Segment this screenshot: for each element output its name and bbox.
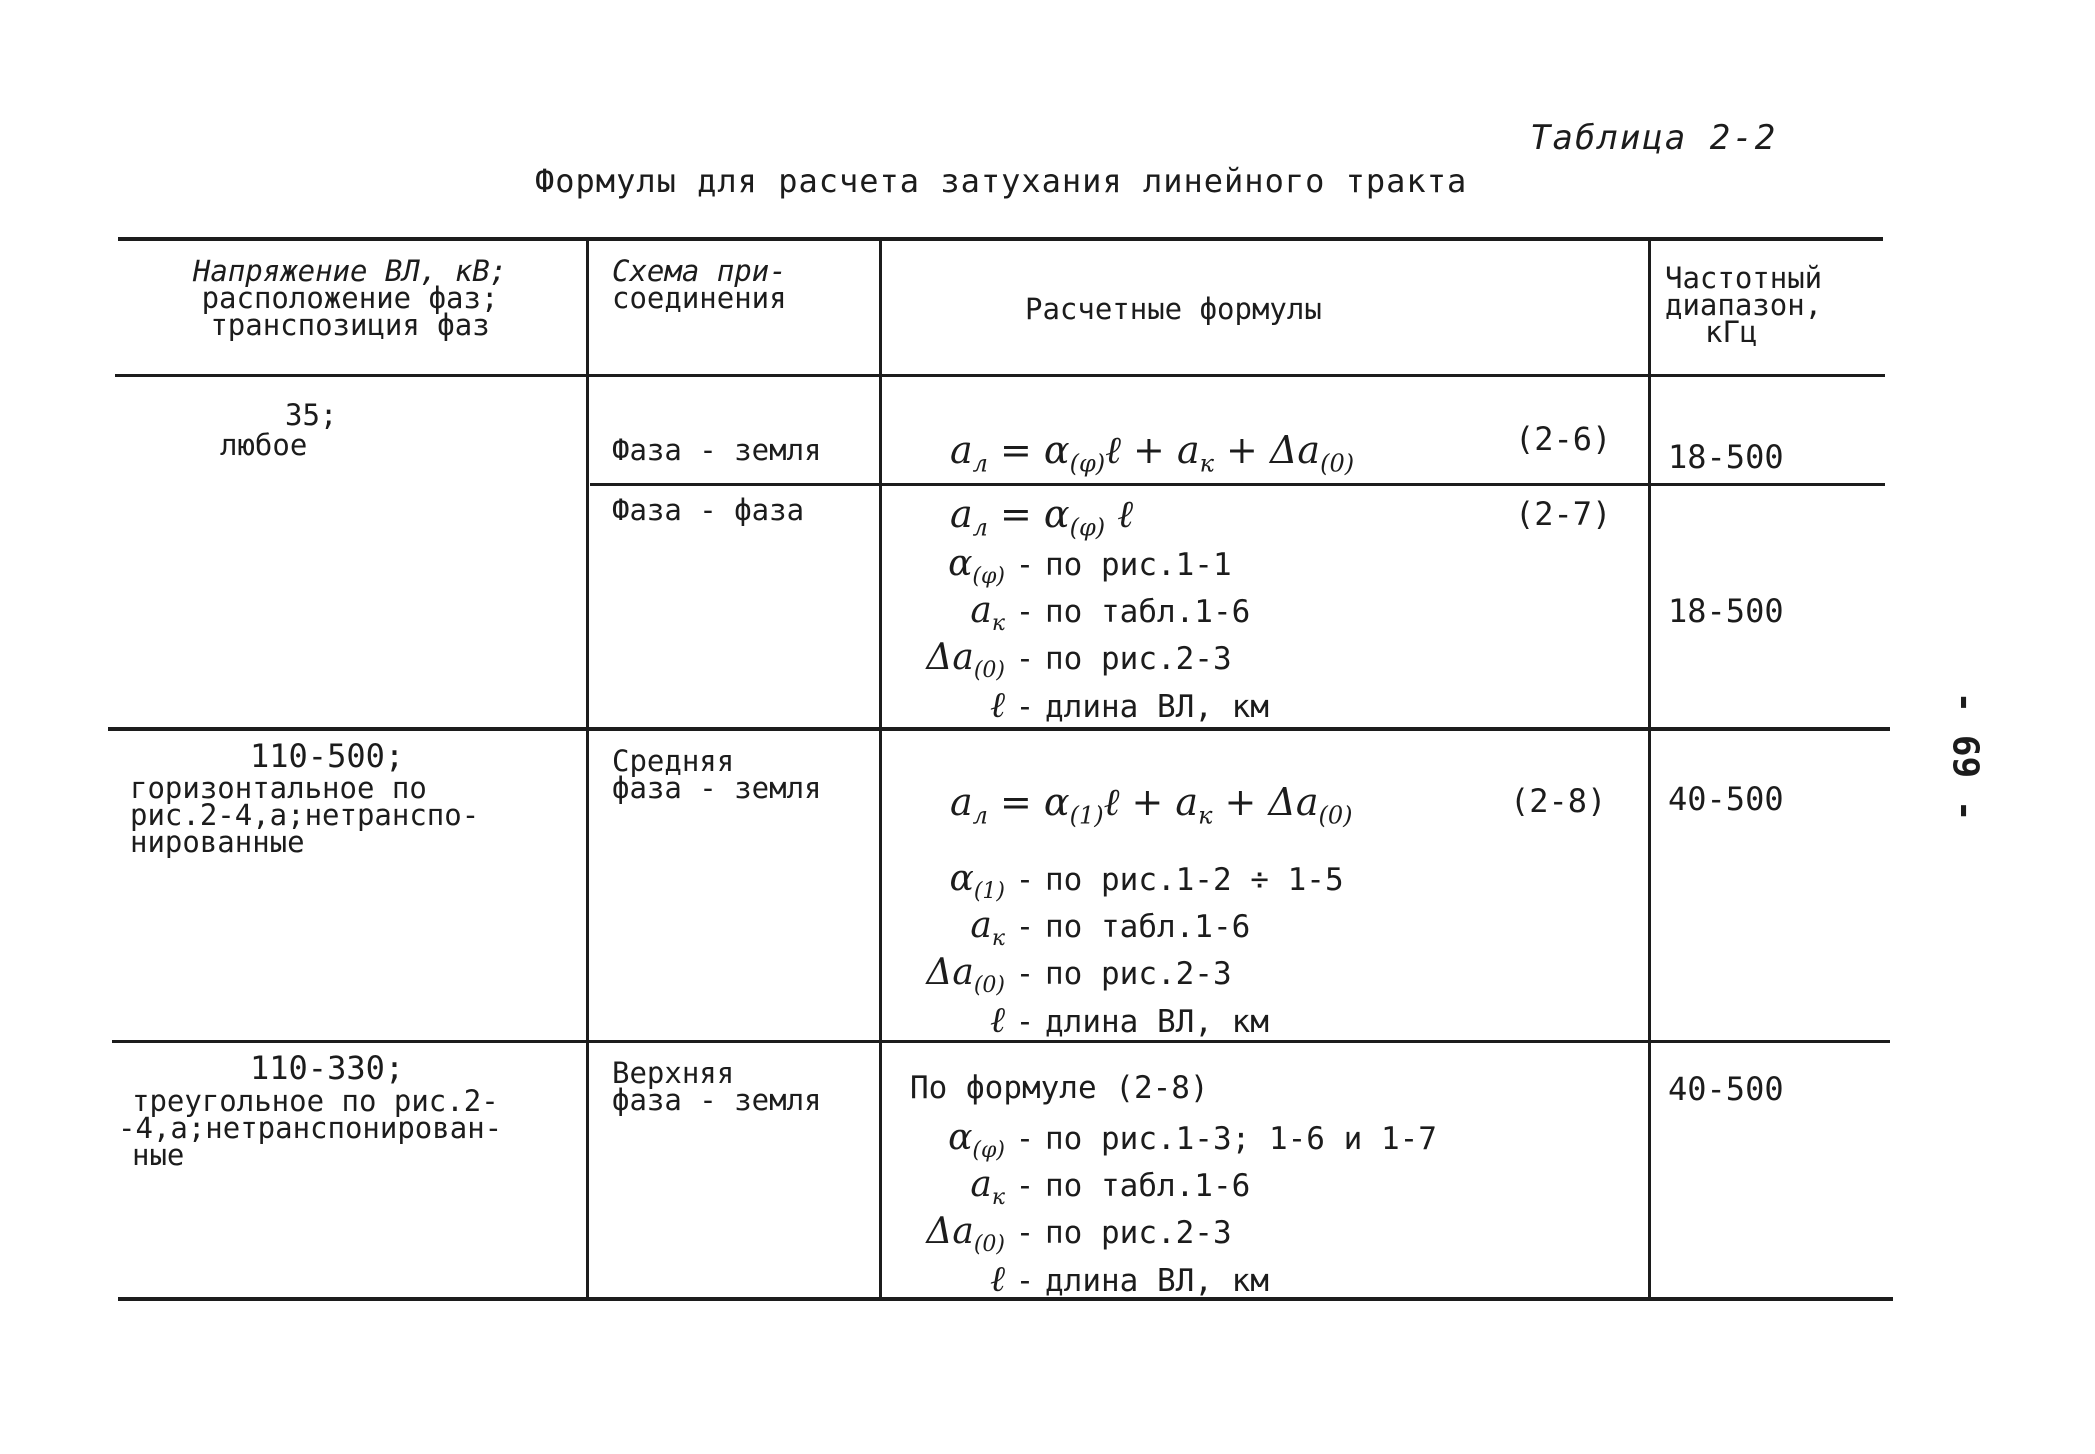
col-divider-2 [879, 237, 882, 1300]
row1a-scheme: Фаза - земля [612, 433, 822, 467]
row1a-range: 18-500 [1668, 438, 1784, 476]
formula-2-8: $a_л$ = $\alpha_{(1)}\ell + a_к + \Delta a_{(0)}$ [950, 780, 1353, 830]
table-label: Таблица 2-2 [1530, 118, 1778, 158]
row1b-range: 18-500 [1668, 592, 1784, 630]
row1-split-rule [590, 483, 1885, 486]
col-divider-1 [586, 237, 589, 1300]
row1b-scheme: Фаза - фаза [612, 493, 805, 527]
row2-range: 40-500 [1668, 780, 1784, 818]
formula-id-2-6: (2-6) [1515, 420, 1612, 458]
page-number: - 69 - [1944, 691, 1986, 822]
col-divider-3 [1648, 237, 1651, 1300]
formula-reference: По формуле (2-8) [910, 1070, 1209, 1106]
formula-2-6: $a_л$ = $\alpha_{(\varphi)}\ell + a_к + \Delta a_{(0)}$ [950, 428, 1355, 478]
formula-id-2-7: (2-7) [1515, 495, 1612, 533]
formula-2-7: $a_л = \alpha_{(\varphi)}$ ℓ [950, 492, 1134, 542]
table-top-rule [118, 237, 1883, 241]
formula-id-2-8: (2-8) [1510, 782, 1607, 820]
header-bottom-rule [115, 374, 1885, 377]
table-title: Формулы для расчета затухания линейного тракта [535, 162, 1468, 200]
row3-range: 40-500 [1668, 1070, 1784, 1108]
header-formulas: Расчетные формулы [1025, 292, 1322, 326]
